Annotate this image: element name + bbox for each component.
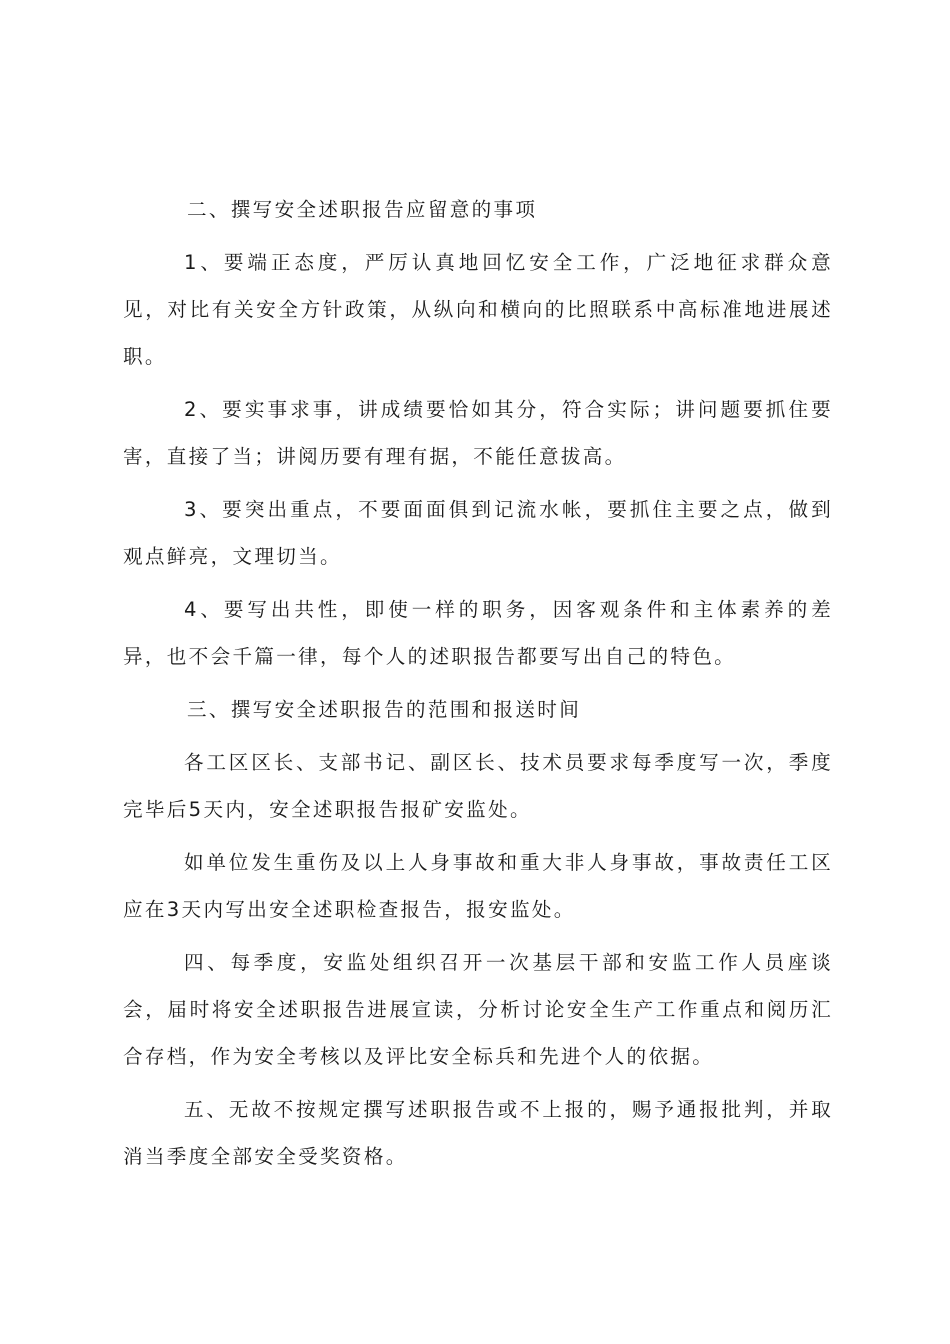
paragraph-item-1: 1、要端正态度，严厉认真地回忆安全工作，广泛地征求群众意见，对比有关安全方针政策，从纵向和横向的比照联系中高标准地进展述职。	[123, 251, 833, 368]
paragraph-item-4: 4、要写出共性，即使一样的职务，因客观条件和主体素养的差异，也不会千篇一律，每个人的述职报告都要写出自己的特色。	[123, 598, 833, 668]
paragraph-item-2: 2、要实事求事，讲成绩要恰如其分，符合实际；讲问题要抓住要害，直接了当；讲阅历要有理有据，不能任意拔高。	[123, 398, 833, 468]
paragraph-accident: 如单位发生重伤及以上人身事故和重大非人身事故，事故责任工区应在3天内写出安全述职检查报告，报安监处。	[123, 851, 833, 921]
paragraph-scope: 各工区区长、支部书记、副区长、技术员要求每季度写一次，季度完毕后5天内，安全述职报告报矿安监处。	[123, 751, 833, 821]
section-heading-3: 三、撰写安全述职报告的范围和报送时间	[187, 698, 582, 721]
paragraph-item-3: 3、要突出重点，不要面面俱到记流水帐，要抓住主要之点，做到观点鲜亮，文理切当。	[123, 498, 833, 568]
document-body	[123, 186, 833, 1180]
section-paragraph-5: 五、无故不按规定撰写述职报告或不上报的，赐予通报批判，并取消当季度全部安全受奖资格。	[123, 1098, 833, 1168]
section-heading-2: 二、撰写安全述职报告应留意的事项	[187, 198, 538, 221]
section-paragraph-4: 四、每季度，安监处组织召开一次基层干部和安监工作人员座谈会，届时将安全述职报告进展宣读，分析讨论安全生产工作重点和阅历汇合存档，作为安全考核以及评比安全标兵和先进个人的依据。	[123, 951, 833, 1068]
